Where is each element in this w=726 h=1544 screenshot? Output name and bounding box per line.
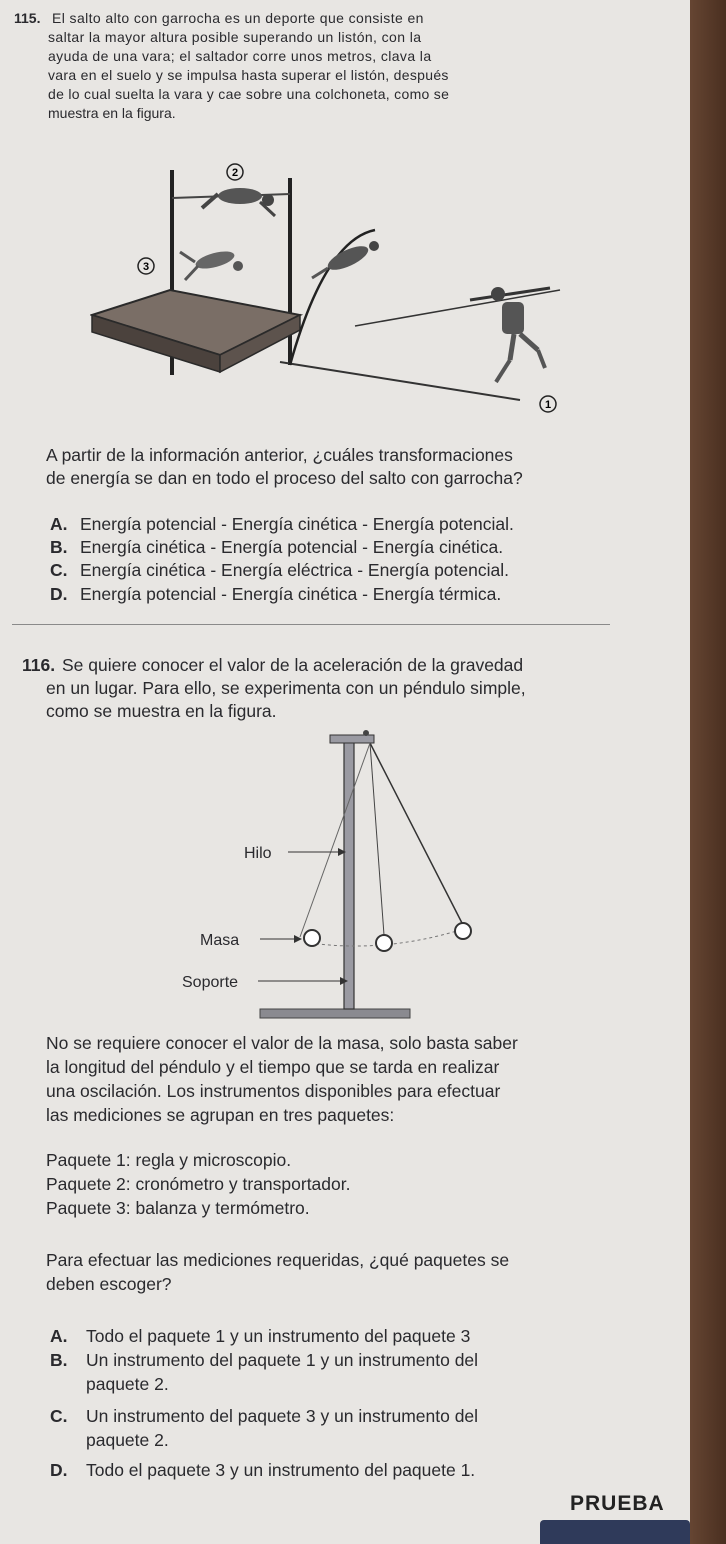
label-thread: Hilo bbox=[244, 845, 272, 862]
option-text: Energía potencial - Energía cinética - Energía térmica. bbox=[80, 584, 502, 604]
figure-marker-2: 2 bbox=[231, 167, 239, 179]
question-number-115: 115. bbox=[14, 10, 41, 26]
option-letter: B. bbox=[50, 1350, 68, 1370]
package-item: Paquete 2: cronómetro y transportador. bbox=[46, 1174, 351, 1194]
question-number-116: 116. bbox=[22, 655, 56, 675]
package-item: Paquete 3: balanza y termómetro. bbox=[46, 1198, 310, 1218]
option-text: Todo el paquete 3 y un instrumento del paquete 1. bbox=[86, 1460, 476, 1480]
option-letter: A. bbox=[50, 514, 68, 534]
option-text: Energía cinética - Energía eléctrica - Energía potencial. bbox=[80, 560, 509, 580]
q115-text-line: vara en el suelo y se impulsa hasta superar el listón, después bbox=[48, 67, 449, 83]
athlete-over-bar bbox=[202, 188, 275, 216]
q116-intro-line: en un lugar. Para ello, se experimenta con un péndulo simple, bbox=[46, 678, 526, 698]
label-support: Soporte bbox=[182, 974, 239, 991]
option-letter: B. bbox=[50, 537, 68, 557]
option-text: Energía cinética - Energía potencial - Energía cinética. bbox=[80, 537, 504, 557]
q116-body-line: las mediciones se agrupan en tres paquetes: bbox=[46, 1105, 395, 1125]
option-letter: A. bbox=[50, 1326, 68, 1346]
option-text: Energía potencial - Energía cinética - Energía potencial. bbox=[80, 514, 514, 534]
q116-body-line: una oscilación. Los instrumentos disponibles para efectuar bbox=[46, 1081, 501, 1101]
q115-text-line: El salto alto con garrocha es un deporte que consiste en bbox=[52, 10, 424, 26]
pole-vault-figure bbox=[90, 150, 590, 420]
option-text: Un instrumento del paquete 1 y un instrumento del bbox=[86, 1350, 479, 1370]
q115-text-line: saltar la mayor altura posible superando un listón, con la bbox=[48, 29, 422, 45]
pendulum-figure bbox=[170, 725, 520, 1025]
q115-text-line: ayuda de una vara; el saltador corre unos metros, clava la bbox=[48, 48, 432, 64]
q116-intro-line: Se quiere conocer el valor de la aceleración de la gravedad bbox=[62, 655, 524, 675]
q115-question-line: A partir de la información anterior, ¿cuáles transformaciones bbox=[46, 445, 513, 465]
option-text: paquete 2. bbox=[86, 1430, 169, 1450]
q115-text-line: muestra en la figura. bbox=[48, 105, 176, 121]
section-divider bbox=[12, 624, 610, 625]
footer-tab bbox=[540, 1520, 690, 1544]
athlete-falling bbox=[180, 248, 243, 280]
option-letter: D. bbox=[50, 1460, 68, 1480]
option-text: Todo el paquete 1 y un instrumento del paquete 3 bbox=[86, 1326, 471, 1346]
q115-question-line: de energía se dan en todo el proceso del salto con garrocha? bbox=[46, 468, 523, 488]
q116-intro-line: como se muestra en la figura. bbox=[46, 701, 277, 721]
q116-body-line: No se requiere conocer el valor de la masa, solo basta saber bbox=[46, 1033, 518, 1053]
option-text: paquete 2. bbox=[86, 1374, 169, 1394]
option-letter: C. bbox=[50, 560, 68, 580]
option-letter: D. bbox=[50, 584, 68, 604]
option-letter: C. bbox=[50, 1406, 68, 1426]
footer-label: PRUEBA bbox=[570, 1492, 665, 1515]
q115-text-line: de lo cual suelta la vara y cae sobre una colchoneta, como se bbox=[48, 86, 450, 102]
q116-question-line: Para efectuar las mediciones requeridas, ¿qué paquetes se bbox=[46, 1250, 510, 1270]
q116-question-line: deben escoger? bbox=[46, 1274, 172, 1294]
label-mass: Masa bbox=[200, 932, 240, 949]
option-text: Un instrumento del paquete 3 y un instrumento del bbox=[86, 1406, 479, 1426]
package-item: Paquete 1: regla y microscopio. bbox=[46, 1150, 292, 1170]
figure-marker-1: 1 bbox=[544, 399, 552, 411]
q116-body-line: la longitud del péndulo y el tiempo que se tarda en realizar bbox=[46, 1057, 500, 1077]
figure-marker-3: 3 bbox=[142, 261, 150, 273]
